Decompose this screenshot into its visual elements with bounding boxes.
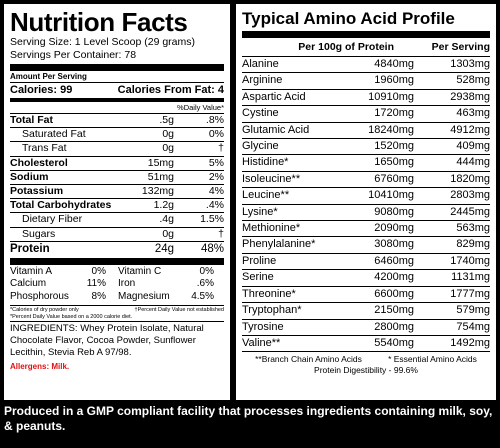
amino-per-serving: 1303mg xyxy=(450,58,490,70)
amount-per-serving: Amount Per Serving xyxy=(10,72,87,81)
allergens: Allergens: Milk. xyxy=(10,362,70,372)
vitamin-value: .6% xyxy=(196,278,214,290)
amino-row xyxy=(242,172,490,188)
nutrient-dv: .8% xyxy=(205,114,224,126)
footnotes xyxy=(10,307,224,321)
nutrient-name: Total Carbohydrates xyxy=(10,199,112,212)
amino-row xyxy=(242,303,490,319)
amino-name: Phenylalanine* xyxy=(242,238,316,251)
nutrient-amount: 0g xyxy=(162,128,174,141)
amino-row xyxy=(242,155,490,171)
nutrition-title: Nutrition Facts xyxy=(10,7,188,37)
amino-name: Histidine* xyxy=(242,156,289,169)
amino-per-100g: 1720mg xyxy=(374,107,414,120)
nutrient-amount: 51mg xyxy=(147,170,174,183)
amino-per-serving: 579mg xyxy=(456,304,490,317)
amino-row xyxy=(242,139,490,155)
amino-acid-panel xyxy=(236,4,496,400)
amino-row xyxy=(242,57,490,73)
vitamin-name: Magnesium xyxy=(118,290,170,302)
amino-per-serving: 2445mg xyxy=(450,205,490,218)
nutrient-name: Trans Fat xyxy=(22,142,67,155)
vitamin-name: Phosphorous xyxy=(10,290,69,302)
amino-name: Tryptophan* xyxy=(242,304,302,317)
nutrient-amount: 0g xyxy=(162,227,174,240)
amino-name: Leucine** xyxy=(242,189,290,202)
nutrient-dv: .4% xyxy=(205,199,224,212)
amino-row xyxy=(242,90,490,106)
servings-per-container: Servings Per Container: 78 xyxy=(10,49,137,61)
amino-per-serving: 409mg xyxy=(456,140,490,153)
amino-per-serving: 2938mg xyxy=(450,90,490,103)
vitamin-value: 4.5% xyxy=(191,290,214,302)
amino-per-serving: 1492mg xyxy=(450,336,490,349)
amino-row xyxy=(242,73,490,89)
amino-row xyxy=(242,320,490,336)
divider-thick xyxy=(10,64,224,71)
amino-per-100g: 4840mg xyxy=(374,58,414,70)
nutrition-facts-panel xyxy=(4,4,230,400)
amino-per-100g: 6460mg xyxy=(374,254,414,267)
nutrient-name: Sodium xyxy=(10,170,49,183)
amino-row xyxy=(242,336,490,352)
amino-notes xyxy=(242,354,490,365)
nutrient-row-dietary-fiber xyxy=(10,212,224,226)
nutrient-row-trans-fat xyxy=(10,141,224,155)
amino-per-serving: 4912mg xyxy=(450,123,490,136)
vitamin-name: Vitamin C xyxy=(118,265,162,277)
amino-per-100g: 1960mg xyxy=(374,74,414,87)
amino-row xyxy=(242,254,490,270)
footnote-not-established: †Percent Daily Value not established xyxy=(134,307,224,314)
amino-per-serving: 528mg xyxy=(456,74,490,87)
nutrient-amount: 0g xyxy=(162,142,174,155)
nutrient-name: Protein xyxy=(10,242,50,255)
calories-row xyxy=(10,83,224,97)
amino-per-serving: 1740mg xyxy=(450,254,490,267)
amino-per-serving: 1820mg xyxy=(450,172,490,185)
amino-per-100g: 1520mg xyxy=(374,140,414,153)
amino-row xyxy=(242,270,490,286)
amino-per-100g: 10910mg xyxy=(368,90,414,103)
amino-name: Glutamic Acid xyxy=(242,123,310,136)
nutrient-amount: 1.2g xyxy=(153,199,174,212)
amino-name: Valine** xyxy=(242,336,281,349)
daily-value-header: %Daily Value* xyxy=(177,103,224,112)
amino-table-body xyxy=(242,57,490,352)
vitamin-value: 0% xyxy=(91,265,106,277)
nutrient-row-saturated-fat xyxy=(10,127,224,141)
amino-row xyxy=(242,221,490,237)
amino-row xyxy=(242,205,490,221)
nutrient-name: Sugars xyxy=(22,227,56,240)
vitamin-value: 0% xyxy=(199,265,214,277)
amino-name: Lysine* xyxy=(242,205,278,218)
nutrient-amount: 24g xyxy=(154,242,174,255)
amino-name: Proline xyxy=(242,254,277,267)
divider-medium xyxy=(10,98,224,102)
divider xyxy=(10,321,224,322)
nutrient-amount: .5g xyxy=(159,114,174,126)
nutrient-amount: 15mg xyxy=(147,156,174,169)
amino-row xyxy=(242,188,490,204)
amino-row xyxy=(242,106,490,122)
amino-table-header xyxy=(242,40,490,57)
gmp-banner: Produced in a GMP compliant facility that processes ingredients containing milk, soy, & peanuts. xyxy=(4,404,493,433)
nutrient-dv: 0% xyxy=(208,128,224,141)
nutrient-row-total-fat xyxy=(10,113,224,127)
amino-per-100g: 9080mg xyxy=(374,205,414,218)
vitamin-minerals-grid xyxy=(10,266,224,304)
amino-per-100g: 1650mg xyxy=(374,156,414,169)
column-header-per-100g: Per 100g of Protein xyxy=(298,41,394,53)
column-header-per-serving: Per Serving xyxy=(431,41,490,53)
vitamin-name: Vitamin A xyxy=(10,265,53,277)
amino-name: Cystine xyxy=(242,107,279,120)
footnote-calories: *Calories of dry powder only xyxy=(10,307,79,314)
amino-per-serving: 1777mg xyxy=(450,287,490,300)
nutrient-dv: 2% xyxy=(208,170,224,183)
calories-from-fat: Calories From Fat: 4 xyxy=(117,84,224,96)
vitamin-name: Iron xyxy=(118,278,136,290)
calories: Calories: 99 xyxy=(10,84,73,96)
ingredients: INGREDIENTS: Whey Protein Isolate, Natural Chocolate Flavor, Cocoa Powder, Sunflower Lecithin, Stevia Reb A 97/98. xyxy=(10,323,204,359)
nutrient-amount: .4g xyxy=(159,213,174,226)
note-eaa: * Essential Amino Acids xyxy=(388,354,477,365)
nutrient-name: Saturated Fat xyxy=(22,128,86,141)
amino-row xyxy=(242,287,490,303)
amino-row xyxy=(242,237,490,253)
nutrient-row-protein xyxy=(10,241,224,256)
amino-per-100g: 10410mg xyxy=(368,189,414,202)
amino-per-serving: 1131mg xyxy=(451,271,490,284)
amino-row xyxy=(242,123,490,139)
amino-per-100g: 2090mg xyxy=(374,222,414,235)
footnote-left xyxy=(10,307,132,321)
nutrient-row-sugars xyxy=(10,227,224,241)
divider xyxy=(10,305,224,306)
nutrient-row-total-carbohydrates xyxy=(10,198,224,212)
nutrient-dv: † xyxy=(218,227,224,240)
nutrient-amount: 132mg xyxy=(141,185,174,198)
nutrient-dv: 4% xyxy=(208,185,224,198)
amino-name: Threonine* xyxy=(242,287,296,300)
amino-name: Alanine xyxy=(242,58,279,70)
amino-per-serving: 563mg xyxy=(456,222,490,235)
amino-name: Tyrosine xyxy=(242,320,284,333)
nutrient-name: Dietary Fiber xyxy=(22,213,83,226)
vitamin-value: 11% xyxy=(86,278,106,290)
nutrient-name: Total Fat xyxy=(10,114,53,126)
nutrient-dv: † xyxy=(218,142,224,155)
amino-per-serving: 444mg xyxy=(456,156,490,169)
amino-per-100g: 3080mg xyxy=(374,238,414,251)
nutrient-name: Cholesterol xyxy=(10,156,68,169)
protein-digestibility: Protein Digestibility - 99.6% xyxy=(314,365,418,376)
amino-name: Glycine xyxy=(242,140,279,153)
nutrient-dv: 48% xyxy=(200,242,224,255)
amino-per-100g: 6760mg xyxy=(374,172,414,185)
vitamin-name: Calcium xyxy=(10,278,47,290)
amino-per-100g: 2800mg xyxy=(374,320,414,333)
footnote-daily-value: *Percent Daily Value based on a 2000 calorie diet. xyxy=(10,314,133,321)
divider-thick xyxy=(10,258,224,265)
amino-per-100g: 4200mg xyxy=(374,271,414,284)
amino-name: Arginine xyxy=(242,74,283,87)
vitamin-value: 8% xyxy=(91,290,106,302)
amino-per-100g: 2150mg xyxy=(374,304,414,317)
amino-per-serving: 2803mg xyxy=(450,189,490,202)
amino-per-serving: 829mg xyxy=(456,238,490,251)
nutrient-dv: 1.5% xyxy=(200,213,224,226)
amino-per-serving: 463mg xyxy=(456,107,490,120)
amino-name: Aspartic Acid xyxy=(242,90,306,103)
amino-per-serving: 754mg xyxy=(456,320,490,333)
nutrient-dv: 5% xyxy=(208,156,224,169)
nutrient-row-cholesterol xyxy=(10,156,224,170)
amino-per-100g: 5540mg xyxy=(374,336,414,349)
amino-per-100g: 18240mg xyxy=(368,123,414,136)
note-bcaa: **Branch Chain Amino Acids xyxy=(255,354,362,365)
amino-name: Serine xyxy=(242,271,274,284)
amino-title: Typical Amino Acid Profile xyxy=(242,9,455,28)
divider-thick xyxy=(242,31,490,38)
amino-name: Methionine* xyxy=(242,222,301,235)
amino-name: Isoleucine** xyxy=(242,172,301,185)
nutrient-row-potassium xyxy=(10,184,224,198)
nutrient-row-sodium xyxy=(10,170,224,184)
amino-per-100g: 6600mg xyxy=(374,287,414,300)
serving-size: Serving Size: 1 Level Scoop (29 grams) xyxy=(10,36,196,48)
nutrient-name: Potassium xyxy=(10,185,64,198)
